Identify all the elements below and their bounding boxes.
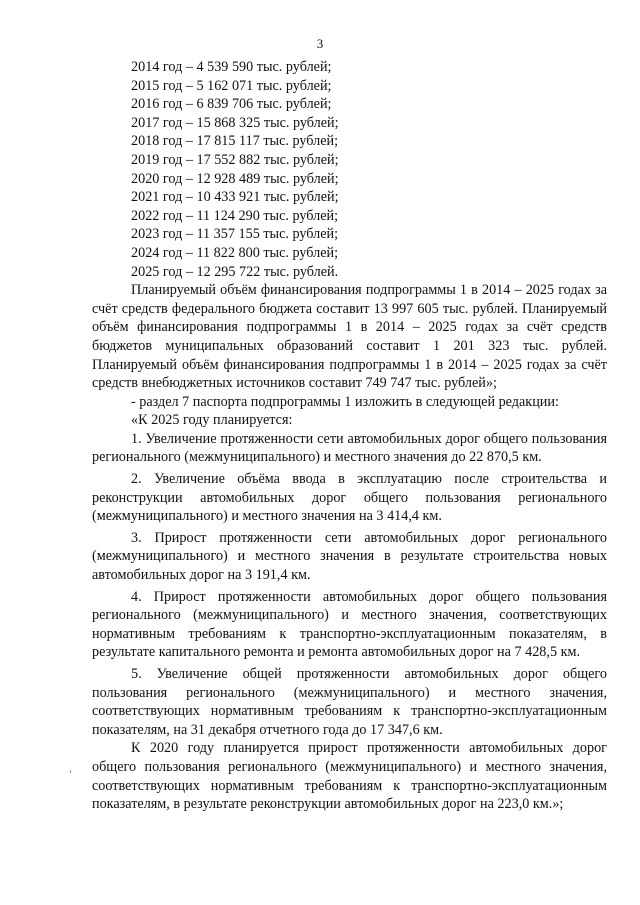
target-item-4: 4. Прирост протяженности автомобильных дорог общего пользования регионального (межмуниципального) и местного значения, соответствующих нормативным требованиям к транспортно-эксплуатационным показателям, в результате капитального ремонта и ремонта автомобильных дорог на 7 428,5 км. — [92, 588, 607, 661]
margin-mark — [70, 770, 71, 773]
target-item-5: 5. Увеличение общей протяженности автомобильных дорог общего пользования регионального (межмуниципального) и местного значения, соответствующих нормативным требованиям к транспортно-эксплуатационным показателям, на 31 декабря отчетного года до 17 347,6 км. — [92, 666, 607, 738]
funding-year-2018: 2018 год – 17 815 117 тыс. рублей; — [131, 133, 339, 150]
plan-2020-paragraph: К 2020 году планируется прирост протяженности автомобильных дорог общего пользования регионального (межмуниципального) и местного значения, соответствующих нормативным требованиям к транспортно-эксплуатационным показателям, в результате реконструкции автомобильных дорог на 223,0 км.»; — [92, 740, 607, 813]
funding-year-2019: 2019 год – 17 552 882 тыс. рублей; — [131, 151, 339, 168]
funding-year-2021: 2021 год – 10 433 921 тыс. рублей; — [131, 189, 339, 206]
target-item-3: 3. Прирост протяженности сети автомобильных дорог регионального (межмуниципального) и местного значения в результате строительства новых автомобильных дорог на 3 191,4 км. — [92, 529, 607, 584]
target-item-2: 2. Увеличение объёма ввода в эксплуатацию после строительства и реконструкции автомобильных дорог общего пользования регионального (межмуниципального) и местного значения на 3 414,4 км. — [92, 471, 607, 525]
section7-intro-paragraph: - раздел 7 паспорта подпрограммы 1 изложить в следующей редакции: — [131, 393, 559, 410]
funding-year-2024: 2024 год – 11 822 800 тыс. рублей; — [131, 244, 339, 261]
funding-summary-paragraph: Планируемый объём финансирования подпрограммы 1 в 2014 – 2025 годах за счёт средств федерального бюджета составит 13 997 605 тыс. рублей. Планируемый объём финансирования подпрограммы 1 в 2014 – 2025 годах за счёт средств бюджетов муниципальных образований составит 1 201 323 тыс. рублей. Планируемый объём финансирования подпрограммы 1 в 2014 – 2025 годах за счёт средств внебюджетных источников составит 749 747 тыс. рублей»; — [92, 282, 607, 392]
funding-year-2016: 2016 год – 6 839 706 тыс. рублей; — [131, 96, 332, 113]
target-item-1: 1. Увеличение протяженности сети автомобильных дорог общего пользования регионального (межмуниципального) и местного значения до 22 870,5 км. — [92, 430, 607, 466]
page-number: 3 — [316, 36, 324, 51]
funding-year-2020: 2020 год – 12 928 489 тыс. рублей; — [131, 170, 339, 187]
funding-year-2022: 2022 год – 11 124 290 тыс. рублей; — [131, 207, 339, 224]
funding-year-2015: 2015 год – 5 162 071 тыс. рублей; — [131, 77, 332, 94]
funding-year-2014: 2014 год – 4 539 590 тыс. рублей; — [131, 59, 332, 75]
funding-by-year-list — [92, 58, 607, 281]
funding-year-2025: 2025 год – 12 295 722 тыс. рублей. — [131, 263, 339, 280]
document-body — [92, 58, 607, 814]
funding-year-2017: 2017 год – 15 868 325 тыс. рублей; — [131, 114, 339, 131]
funding-year-2023: 2023 год – 11 357 155 тыс. рублей; — [131, 226, 339, 243]
plan-2025-intro-paragraph: «К 2025 году планируется: — [131, 412, 293, 429]
